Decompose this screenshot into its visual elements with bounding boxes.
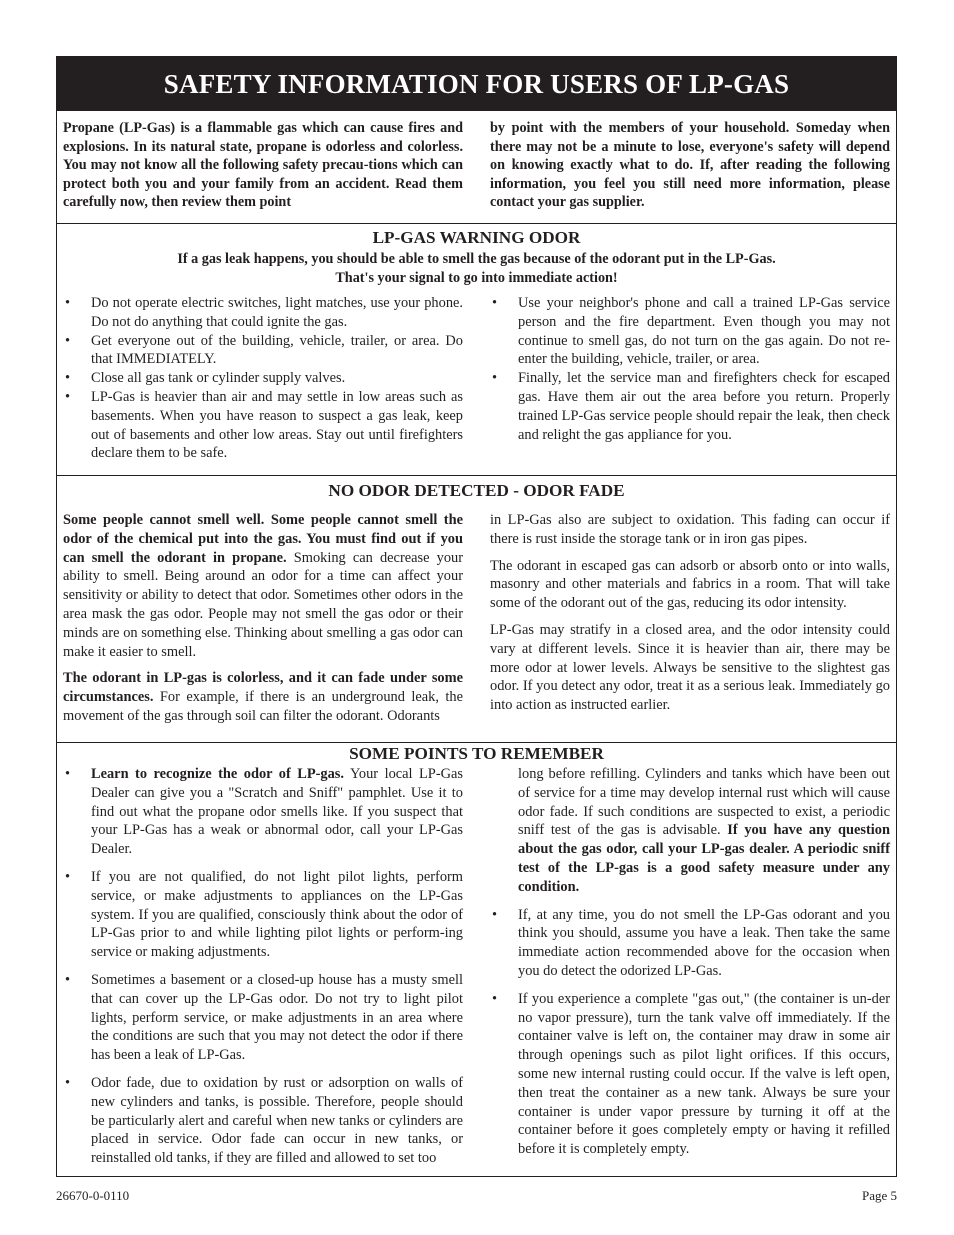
- document-number: 26670-0-0110: [56, 1188, 130, 1203]
- list-item: • Learn to recognize the odor of LP-gas. Your local LP-Gas Dealer can give you a "Scratch and Sniff" pamphlet. Use it to find out what the propane odor smells like. If you suspect that your LP-Gas has a weak or abnormal odor, call your LP-Gas Dealer.: [65, 766, 463, 858]
- odor-fade-paragraph: Some people cannot smell well. Some people cannot smell the odor of the chemical put into the gas. You must find out if you can smell the odorant in propane. Smoking can decrease your ability to smell. Being around an odor for a time can affect your sensitivity or ability to detect that odor. Sometimes other odors in the area mask the gas odor. People may not smell the gas odor or their minds are on something else. Thinking about smelling a gas odor can make it easier to smell.: [63, 512, 463, 660]
- bullet-icon: •: [65, 766, 71, 782]
- list-item-continued: long before refilling. Cylinders and tanks which have been out of service for a time may develop internal rust which will cause odor fade. If such conditions are suspected to exist, a periodic sniff test of the gas is advisable. If you have any question about the gas odor, call your LP-gas dealer. A periodic sniff test of the LP-gas is a good safety measure under any condition.: [518, 766, 891, 895]
- list-item: • Finally, let the service man and firefighters check for escaped gas. Have them air out the area before you return. Properly trained LP-Gas service people should repair the leak, then check and relight the gas appliance for you.: [492, 370, 890, 443]
- list-item: • Use your neighbor's phone and call a trained LP-Gas service person and the fire department. Even though you may not continue to smell gas, do not turn on the gas again. Do not re-enter the building, vehicle, trailer, or area.: [492, 295, 890, 368]
- list-item: • Close all gas tank or cylinder supply valves.: [65, 370, 346, 387]
- list-item: • LP-Gas is heavier than air and may settle in low areas such as basements. When you have reason to suspect a gas leak, keep out of basements and other low areas. Stay out until firefighters declare them to be safe.: [65, 388, 463, 462]
- list-item: • Sometimes a basement or a closed-up house has a musty smell that can cover up the LP-Gas odor. Do not try to light pilot lights, perform service, or make adjustments in an area where the conditions are such that you may not detect the odor if there has been a leak of LP-Gas.: [65, 971, 463, 1064]
- odor-fade-paragraph: in LP-Gas also are subject to oxidation. This fading can occur if there is rust inside the storage tank or in iron gas pipes.: [490, 512, 890, 547]
- bullet-icon: •: [492, 295, 498, 311]
- odor-fade-section: [57, 475, 896, 742]
- points-heading: SOME POINTS TO REMEMBER: [349, 744, 604, 763]
- intro-left: Propane (LP-Gas) is a flammable gas which can cause fires and explosions. In its natural state, propane is odorless and colorless. You may not know all the following safety precau-tions which can protect both you and your family from an accident. Read them carefully now, then review them point: [63, 120, 463, 211]
- warning-subtext-2: That's your signal to go into immediate action!: [335, 270, 618, 286]
- warning-left-list: [63, 294, 463, 463]
- warning-right-list: [490, 294, 890, 463]
- intro-section: [57, 111, 896, 223]
- list-item: • If you experience a complete "gas out," (the container is un-der no vapor pressure), turn the tank valve off immediately. If the container valve is left on, the container may draw in some air through openings such as pilot light orifices. If this occurs, some new internal rusting could occur. If the valve is left open, then treat the container as a new tank. Always be sure your container is under vapor pressure by turning it off at the container before it goes completely empty or having it refilled before it is completely empty.: [492, 990, 890, 1158]
- list-item: • If you are not qualified, do not light pilot lights, perform service, or make adjustments to appliances on the LP-Gas system. If you are qualified, consciously think about the odor of LP-Gas prior to and while lighting pilot lights or perform-ing service or making adjustments.: [65, 868, 463, 961]
- bullet-icon: •: [492, 370, 498, 387]
- odor-fade-left: [63, 511, 463, 726]
- list-item: • Do not operate electric switches, light matches, use your phone. Do not do anything that could ignite the gas.: [65, 295, 463, 330]
- odor-fade-right: [490, 511, 890, 726]
- odor-fade-paragraph: The odorant in escaped gas can adsorb or absorb onto or into walls, masonry and other materials and fabrics in a room. That will take some of the odorant out of the gas, reducing its odor intensity.: [490, 557, 890, 612]
- page-title: SAFETY INFORMATION FOR USERS OF LP-GAS: [57, 57, 896, 111]
- intro-right: by point with the members of your household. Someday when there may not be a minute to lose, everyone's safety will depend on knowing exactly what to do. If, after reading the following information, you feel you still need more information, please contact your gas supplier.: [490, 120, 890, 211]
- points-to-remember-section: [57, 742, 896, 1176]
- bullet-icon: •: [65, 388, 71, 405]
- warning-odor-section: [57, 223, 896, 475]
- bullet-icon: •: [65, 332, 71, 349]
- odor-fade-paragraph: The odorant in LP-gas is colorless, and it can fade under some circumstances. For example, if there is an underground leak, the movement of the gas through soil can filter the odorant. Odorants: [63, 670, 463, 724]
- odor-fade-heading: NO ODOR DETECTED - ODOR FADE: [328, 481, 625, 500]
- bullet-icon: •: [65, 295, 71, 311]
- bullet-icon: •: [65, 1074, 71, 1091]
- bullet-icon: •: [65, 971, 71, 988]
- page-number: Page 5: [861, 1188, 897, 1203]
- list-item: • Get everyone out of the building, vehicle, trailer, or area. Do that IMMEDIATELY.: [65, 332, 463, 368]
- odor-fade-paragraph: LP-Gas may stratify in a closed area, and the odor intensity could vary at different levels. Since it is heavier than air, there may be more odor at lower levels. Always be sensitive to the slightest gas odor. If you detect any odor, treat it as a serious leak. Immediately go into action as instructed earlier.: [490, 621, 890, 714]
- bullet-icon: •: [65, 868, 71, 885]
- points-left-list: [63, 765, 463, 1168]
- list-item: • Odor fade, due to oxidation by rust or adsorption on walls of new cylinders and tanks, is possible. Therefore, people should be particularly alert and careful when new tanks or cylinders are placed in service. Odor fade can occur in new tanks, or reinstalled old tanks, if they are filled and allowed to set too: [65, 1074, 463, 1167]
- points-right-list: [490, 765, 890, 1168]
- warning-subtext-1: If a gas leak happens, you should be able to smell the gas because of the odorant put in the LP-Gas.: [177, 251, 776, 267]
- list-item: • If, at any time, you do not smell the LP-Gas odorant and you think you should, assume you have a leak. Then take the same immediate action recommended above for the occasion when you do detect the odorized LP-Gas.: [492, 906, 890, 979]
- bullet-icon: •: [492, 990, 498, 1007]
- page-frame: [56, 56, 897, 1177]
- bullet-icon: •: [492, 906, 498, 923]
- warning-heading: LP-GAS WARNING ODOR: [372, 228, 581, 247]
- bullet-icon: •: [65, 370, 71, 387]
